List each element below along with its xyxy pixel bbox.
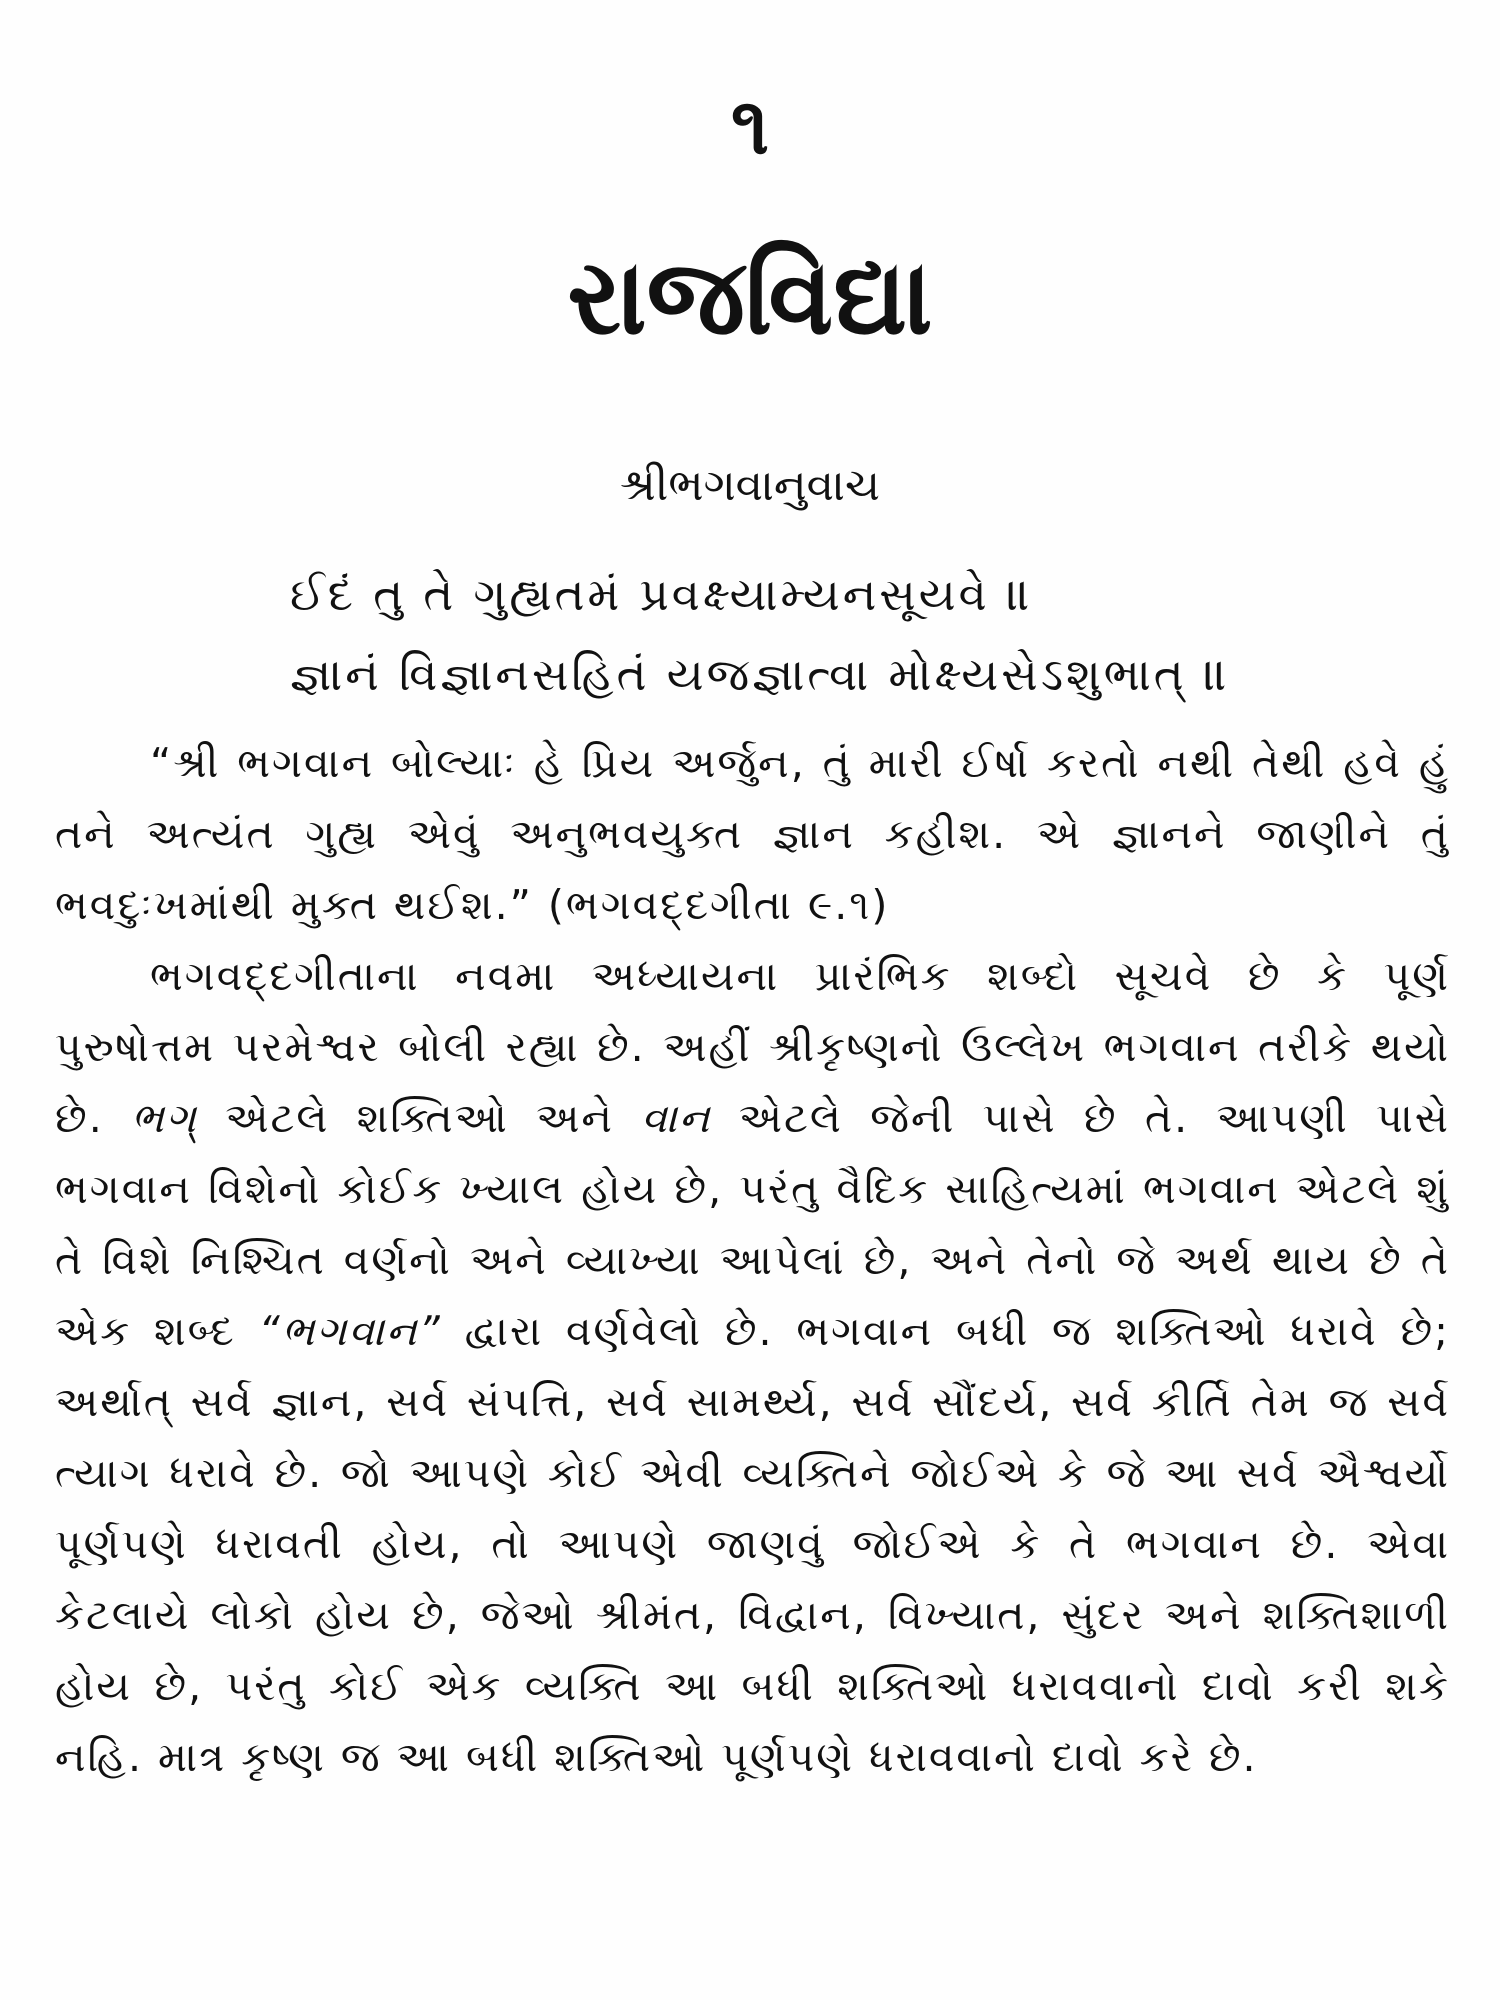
verse-line-1: ઈદં તુ તે ગુહ્યતમં પ્રવક્ષ્યામ્યનસૂયવે ॥ <box>290 568 1034 621</box>
chapter-number: ૧ <box>730 82 770 172</box>
sanskrit-verse <box>290 555 1440 715</box>
body-text <box>55 728 1450 1793</box>
emphasis-van: વાન <box>641 1094 712 1142</box>
purport-paragraph <box>55 941 1450 1793</box>
emphasis-bhagavan: “ભગવાન” <box>258 1307 442 1355</box>
chapter-title: રાજવિદ્યા <box>567 236 933 358</box>
purport-text-1: ભગવદ્દગીતાના નવમા અધ્યાયના પ્રારંભિક શબ્દો સૂચવે છે કે પૂર્ણ પુરુષોત્તમ પરમેશ્વર બોલી રહ્યા છે. અહીં શ્રીકૃષ્ણનો ઉલ્લેખ ભગવાન તરીકે થયો છે. <box>55 952 1450 1142</box>
translation-paragraph: “શ્રી ભગવાન બોલ્યાઃ હે પ્રિય અર્જુન, તું મારી ઈર્ષા કરતો નથી તેથી હવે હું તને અત્યંત ગુહ્ય એવું અનુભવયુક્ત જ્ઞાન કહીશ. એ જ્ઞાનને જાણીને તું ભવદુઃખમાંથી મુક્ત થઈશ.” (ભગવદ્દગીતા ૯.૧) <box>55 739 1450 929</box>
emphasis-bhag: ભગ્ <box>131 1094 198 1142</box>
purport-text-3: એટલે જેની પાસે છે તે. આપણી પાસે ભગવાન વિશેનો કોઈક ખ્યાલ હોય છે, પરંતુ વૈદિક સાહિત્યમાં ભગવાન એટલે શું તે વિશે નિશ્ચિત વર્ણનો અને વ્યાખ્યા આપેલાં છે, અને તેનો જે અર્થ થાય છે તે એક શબ્દ <box>55 1094 1450 1355</box>
purport-text-4: દ્વારા વર્ણવેલો છે. ભગવાન બધી જ શક્તિઓ ધરાવે છે; અર્થાત્ સર્વ જ્ઞાન, સર્વ સંપત્તિ, સર્વ સામર્થ્ય, સર્વ સૌંદર્ય, સર્વ કીર્તિ તેમ જ સર્વ ત્યાગ ધરાવે છે. જો આપણે કોઈ એવી વ્યક્તિને જોઈએ કે જે આ સર્વ ઐશ્વર્યો પૂર્ણપણે ધરાવતી હોય, તો આપણે જાણવું જોઈએ કે તે ભગવાન છે. એવા કેટલાયે લોકો હોય છે, જેઓ શ્રીમંત, વિદ્વાન, વિખ્યાત, સુંદર અને શક્તિશાળી હોય છે, પરંતુ કોઈ એક વ્યક્તિ આ બધી શક્તિઓ ધરાવવાનો દાવો કરી શકે નહિ. માત્ર કૃષ્ણ જ આ બધી શક્તિઓ પૂર્ણપણે ધરાવવાનો દાવો કરે છે. <box>55 1307 1450 1781</box>
purport-text-2: એટલે શક્તિઓ અને <box>225 1094 614 1142</box>
verse-line-2: જ્ઞાનં વિજ્ઞાનસહિતં યજજ્ઞાત્વા મોક્ષ્યસેઽશુભાત્ ॥ <box>290 648 1231 701</box>
verse-speaker: શ્રીભગવાનુવાચ <box>619 460 881 511</box>
